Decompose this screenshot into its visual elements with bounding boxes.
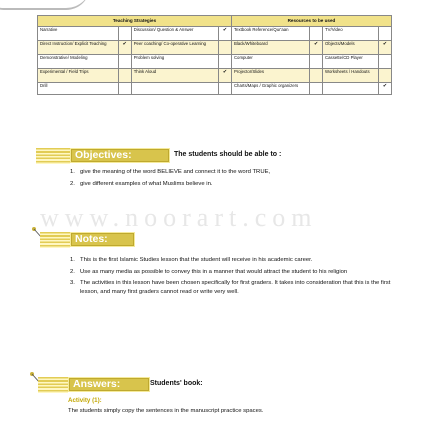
- table-cell: Drill: [38, 83, 119, 95]
- table-cell: Think Aloud: [131, 69, 218, 83]
- list-item: 2. give different examples of what Muslims believe in.: [70, 180, 213, 187]
- table-cell: Black/Whiteboard: [231, 41, 309, 55]
- objectives-list: [70, 168, 370, 188]
- table-row: [38, 27, 392, 41]
- objectives-banner: Objectives:: [70, 148, 170, 163]
- check-cell: [379, 55, 392, 69]
- notes-list: [70, 256, 392, 296]
- table-cell: Computer: [231, 55, 309, 69]
- table-header-resources: Resources to be used: [231, 16, 391, 27]
- table-cell: TV/Video: [323, 27, 379, 41]
- answers-aside: Students' book:: [150, 380, 203, 387]
- list-item: 2. Use as many media as possible to convey this in a manner that would attract the student to his religion: [70, 268, 348, 275]
- decorative-curve: [0, 0, 90, 10]
- table-cell: Cassette/CD Player: [323, 55, 379, 69]
- check-cell: ✔: [379, 41, 392, 55]
- list-item: 1. This is the first Islamic Studies lesson that the student will receive in his academic career.: [70, 257, 313, 263]
- answers-banner: Answers:: [68, 377, 150, 392]
- list-item: 3. The activities in this lesson have been chosen specifically for first graders. It takes into consideration that this is the first lesson, and many first graders cannot read or write very well.: [70, 280, 391, 295]
- check-cell: ✔: [310, 41, 323, 55]
- watermark: www.noorart.com: [40, 203, 318, 232]
- table-cell: Discussion/ Question & Answer: [131, 27, 218, 41]
- table-cell: Charts/Maps / Graphic organizers: [231, 83, 309, 95]
- section-stripes: [40, 232, 70, 248]
- check-cell: ✔: [379, 83, 392, 95]
- check-cell: [310, 27, 323, 41]
- table-row: [38, 69, 392, 83]
- check-cell: [118, 27, 131, 41]
- notes-banner: Notes:: [70, 232, 135, 247]
- check-cell: [218, 55, 231, 69]
- table-cell: Projector/Slides: [231, 69, 309, 83]
- check-cell: [218, 83, 231, 95]
- check-cell: ✔: [218, 27, 231, 41]
- table-cell: Direct Instruction/ Explicit Teaching: [38, 41, 119, 55]
- table-cell: Demonstrative/ Modeling: [38, 55, 119, 69]
- table-cell: Textbook Reference/Qur'aan: [231, 27, 309, 41]
- table-cell: Problem solving: [131, 55, 218, 69]
- list-item: 1. give the meaning of the word BELIEVE and connect it to the word TRUE,: [70, 169, 271, 175]
- section-stripes: [38, 377, 68, 393]
- table-cell: Worksheets / Handouts: [323, 69, 379, 83]
- table-cell: [131, 83, 218, 95]
- check-cell: ✔: [218, 69, 231, 83]
- table-header-strategies: Teaching Strategies: [38, 16, 232, 27]
- activity-text: The students simply copy the sentences in the manuscript practice spaces.: [68, 408, 264, 414]
- check-cell: [310, 55, 323, 69]
- lesson-resources-table: [37, 15, 392, 95]
- table-cell: Narrative: [38, 27, 119, 41]
- check-cell: [218, 41, 231, 55]
- activity-title: Activity (1):: [68, 397, 102, 404]
- table-row: [38, 83, 392, 95]
- objectives-lead: The students should be able to :: [174, 151, 282, 158]
- check-cell: ✔: [118, 41, 131, 55]
- table-row: [38, 41, 392, 55]
- table-cell: [323, 83, 379, 95]
- check-cell: [118, 83, 131, 95]
- table-cell: Peer coaching/ Co-operative Learning: [131, 41, 218, 55]
- table-row: [38, 55, 392, 69]
- section-stripes: [36, 148, 70, 164]
- check-cell: [310, 83, 323, 95]
- check-cell: [310, 69, 323, 83]
- check-cell: [118, 69, 131, 83]
- table-cell: Objects/Models: [323, 41, 379, 55]
- table-cell: Experimental / Field Trips: [38, 69, 119, 83]
- check-cell: [118, 55, 131, 69]
- check-cell: [379, 69, 392, 83]
- check-cell: [379, 27, 392, 41]
